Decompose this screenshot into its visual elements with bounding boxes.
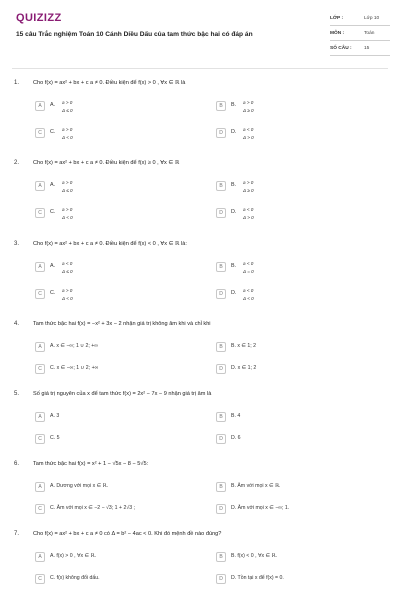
option-letter-box: C — [35, 128, 45, 138]
question-text: Cho f(x) = ax² + bx + c a ≠ 0 có Δ = b² − 4ac < 0. Khi đó mệnh đề nào đúng? — [33, 531, 222, 537]
option-line-1: a > 0 — [62, 288, 73, 293]
meta-value: 15 — [364, 46, 370, 51]
question-number: 6. — [14, 461, 20, 467]
question-text: Số giá trị nguyên của x để tam thức f(x) = 2x² − 7x − 9 nhận giá trị âm là — [33, 391, 212, 397]
option-d[interactable] — [216, 363, 386, 375]
option-letter-box: A — [35, 101, 45, 111]
option-c[interactable] — [35, 207, 205, 225]
option-line-2: Δ ≤ 0 — [62, 269, 73, 274]
option-line-2: Δ = 0 — [243, 269, 254, 274]
option-line-1: a > 0 — [243, 100, 254, 105]
option-line-2: Δ < 0 — [62, 215, 73, 220]
option-line-2: Δ < 0 — [62, 296, 73, 301]
option-label: A. — [50, 182, 56, 188]
option-d[interactable] — [216, 288, 386, 306]
option-line-2: Δ ≥ 0 — [243, 108, 254, 113]
option-text: D. x ∈ 1; 2 — [231, 365, 257, 371]
option-a[interactable] — [35, 411, 205, 423]
option-line-1: a < 0 — [243, 288, 254, 293]
option-letter-box: D — [216, 289, 226, 299]
meta-value: Lớp 10 — [364, 16, 380, 21]
option-line-2: Δ < 0 — [243, 296, 254, 301]
option-label: A. — [50, 102, 56, 108]
option-line-2: Δ ≥ 0 — [243, 188, 254, 193]
option-line-2: Δ > 0 — [243, 215, 254, 220]
meta-row-class — [330, 14, 390, 26]
option-letter-box: D — [216, 574, 226, 584]
option-letter-box: A — [35, 482, 45, 492]
option-letter-box: B — [216, 101, 226, 111]
option-line-1: a > 0 — [62, 180, 73, 185]
option-line-1: a > 0 — [243, 180, 254, 185]
option-label: C. — [50, 209, 56, 215]
option-line-1: a > 0 — [62, 127, 73, 132]
question-number: 1. — [14, 80, 20, 86]
option-a[interactable] — [35, 261, 205, 279]
option-b[interactable] — [216, 341, 386, 353]
question-number: 3. — [14, 241, 20, 247]
option-label: D. — [231, 129, 237, 135]
option-letter-box: C — [35, 434, 45, 444]
option-d[interactable] — [216, 433, 386, 445]
option-text: B. Âm với mọi x ∈ ℝ. — [231, 483, 281, 489]
option-letter-box: A — [35, 262, 45, 272]
meta-row-subject — [330, 29, 390, 41]
option-label: D. — [231, 290, 237, 296]
option-text: A. 3 — [50, 413, 60, 419]
option-b[interactable] — [216, 481, 386, 493]
option-line-1: a < 0 — [62, 261, 73, 266]
option-letter-box: C — [35, 208, 45, 218]
option-letter-box: D — [216, 128, 226, 138]
option-letter-box: A — [35, 412, 45, 422]
option-text: C. Âm với mọi x ∈ −2 − √3; 1 + 2√3 ; — [50, 505, 135, 511]
question-text: Cho f(x) = ax² + bx + c a ≠ 0. Điều kiện để f(x) ≥ 0 , ∀x ∈ ℝ — [33, 160, 180, 166]
question-text: Tam thức bậc hai f(x) = −x² + 3x − 2 nhận giá trị không âm khi và chỉ khi — [33, 321, 211, 327]
question-text: Cho f(x) = ax² + bx + c a ≠ 0. Điều kiện để f(x) > 0 , ∀x ∈ ℝ là — [33, 80, 186, 86]
option-text: A. f(x) > 0 , ∀x ∈ ℝ. — [50, 553, 97, 559]
option-text: D. Âm với mọi x ∈ −∞; 1. — [231, 505, 290, 511]
option-b[interactable] — [216, 100, 386, 118]
option-text: C. x ∈ −∞; 1 ∪ 2; +∞ — [50, 365, 99, 371]
question-text: Tam thức bậc hai f(x) = x² + 1 − √5x − 8 − 5√5: — [33, 461, 149, 467]
option-line-2: Δ > 0 — [243, 135, 254, 140]
meta-label: LỚP : — [330, 16, 344, 21]
option-label: C. — [50, 290, 56, 296]
option-a[interactable] — [35, 341, 205, 353]
option-label: A. — [50, 263, 56, 269]
option-label: D. — [231, 209, 237, 215]
option-text: D. Tồn tại x để f(x) = 0. — [231, 575, 284, 581]
option-letter-box: A — [35, 181, 45, 191]
option-b[interactable] — [216, 180, 386, 198]
option-line-2: Δ ≤ 0 — [62, 108, 73, 113]
option-letter-box: A — [35, 552, 45, 562]
option-d[interactable] — [216, 573, 386, 585]
meta-label: MÔN : — [330, 31, 345, 36]
option-text: C. 5 — [50, 435, 60, 441]
meta-row-count — [330, 44, 390, 56]
option-letter-box: C — [35, 364, 45, 374]
option-a[interactable] — [35, 551, 205, 563]
meta-label: SỐ CÂU : — [330, 46, 352, 51]
question-number: 2. — [14, 160, 20, 166]
option-b[interactable] — [216, 261, 386, 279]
header-divider — [12, 68, 388, 69]
option-c[interactable] — [35, 573, 205, 585]
option-letter-box: B — [216, 412, 226, 422]
option-letter-box: D — [216, 208, 226, 218]
question-number: 7. — [14, 531, 20, 537]
option-a[interactable] — [35, 100, 205, 118]
option-letter-box: B — [216, 552, 226, 562]
option-c[interactable] — [35, 363, 205, 375]
option-label: C. — [50, 129, 56, 135]
option-letter-box: A — [35, 342, 45, 352]
option-d[interactable] — [216, 503, 386, 515]
option-line-1: a > 0 — [62, 100, 73, 105]
option-line-1: a < 0 — [243, 127, 254, 132]
option-letter-box: C — [35, 289, 45, 299]
option-text: A. x ∈ −∞; 1 ∪ 2; +∞ — [50, 343, 99, 349]
meta-value: Toán — [364, 31, 375, 36]
option-letter-box: D — [216, 364, 226, 374]
option-text: D. 6 — [231, 435, 241, 441]
option-b[interactable] — [216, 551, 386, 563]
option-line-1: a < 0 — [243, 207, 254, 212]
option-text: A. Dương với mọi x ∈ ℝ. — [50, 483, 109, 489]
question-text: Cho f(x) = ax² + bx + c a ≠ 0. Điều kiện để f(x) < 0 , ∀x ∈ ℝ là: — [33, 241, 187, 247]
option-b[interactable] — [216, 411, 386, 423]
option-d[interactable] — [216, 127, 386, 145]
option-letter-box: B — [216, 262, 226, 272]
option-letter-box: D — [216, 504, 226, 514]
question-number: 5. — [14, 391, 20, 397]
option-text: B. x ∈ 1; 2 — [231, 343, 256, 349]
option-line-1: a > 0 — [62, 207, 73, 212]
option-line-2: Δ < 0 — [62, 135, 73, 140]
option-label: B. — [231, 182, 237, 188]
option-label: B. — [231, 102, 237, 108]
option-letter-box: B — [216, 181, 226, 191]
option-letter-box: D — [216, 434, 226, 444]
option-c[interactable] — [35, 127, 205, 145]
option-c[interactable] — [35, 288, 205, 306]
option-text: B. f(x) < 0 , ∀x ∈ ℝ. — [231, 553, 278, 559]
option-c[interactable] — [35, 433, 205, 445]
quizizz-logo: QUIZIZZ — [16, 12, 62, 24]
document-title: 15 câu Trắc nghiệm Toán 10 Cánh Diều Dấu của tam thức bậc hai có đáp án — [16, 31, 253, 38]
option-d[interactable] — [216, 207, 386, 225]
option-a[interactable] — [35, 481, 205, 493]
option-letter-box: B — [216, 482, 226, 492]
option-label: B. — [231, 263, 237, 269]
option-letter-box: B — [216, 342, 226, 352]
option-letter-box: C — [35, 504, 45, 514]
question-number: 4. — [14, 321, 20, 327]
option-line-1: a < 0 — [243, 261, 254, 266]
option-line-2: Δ ≤ 0 — [62, 188, 73, 193]
option-text: C. f(x) không đổi dấu. — [50, 575, 100, 581]
option-letter-box: C — [35, 574, 45, 584]
option-a[interactable] — [35, 180, 205, 198]
option-text: B. 4 — [231, 413, 241, 419]
option-c[interactable] — [35, 503, 205, 515]
page-header — [0, 0, 400, 64]
